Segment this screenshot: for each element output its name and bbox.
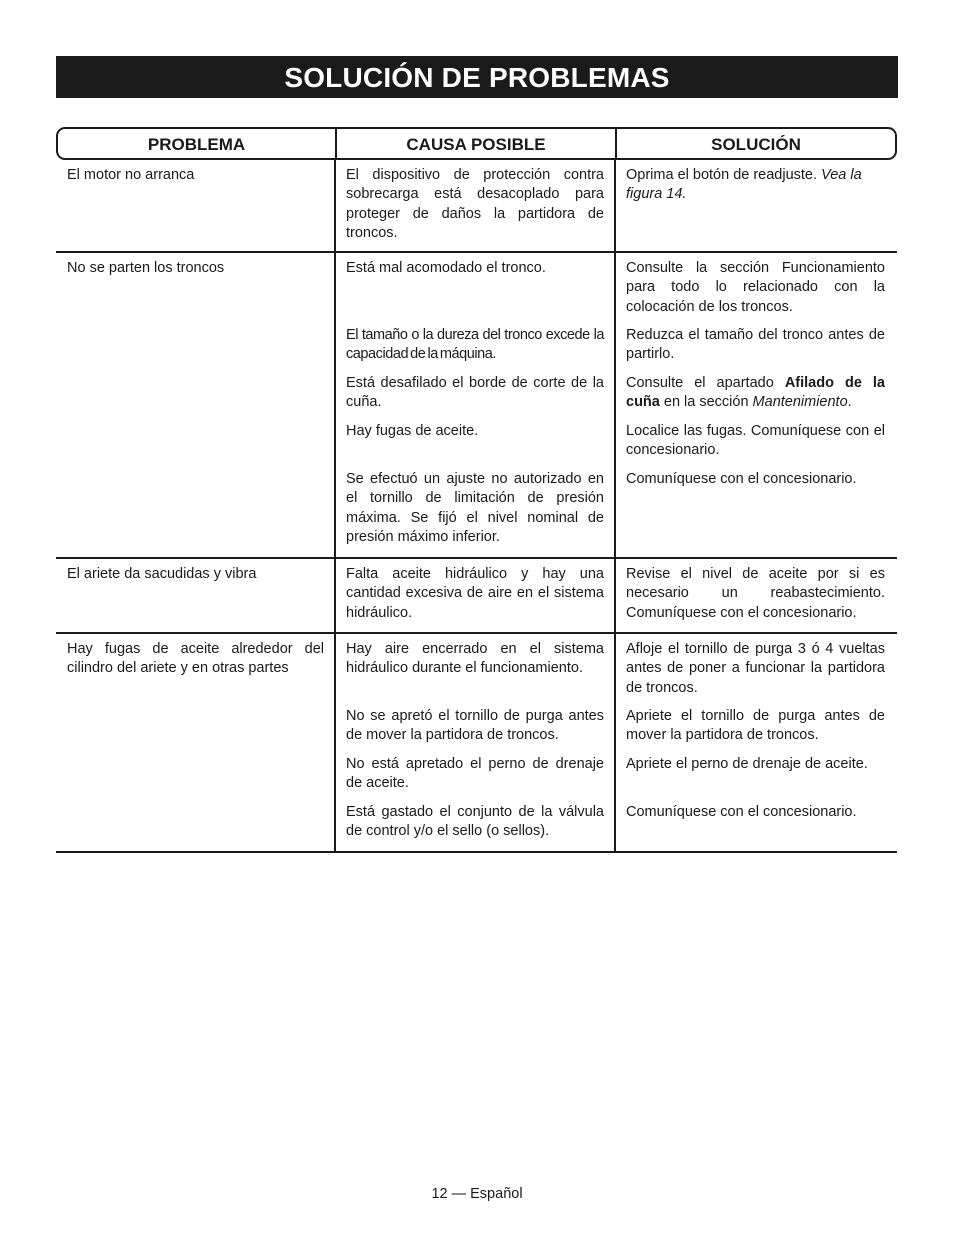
solution-item [626, 374, 885, 413]
problem-cell: Hay fugas de aceite alrededor del cilindro del ariete y en otras partes [56, 634, 336, 851]
solution-cell [616, 253, 897, 557]
cause-item: Está mal acomodado el tronco. [346, 260, 546, 276]
cause-item: No está apretado el perno de drenaje de aceite. [346, 756, 604, 792]
problem-cell: No se parten los troncos [56, 253, 336, 557]
cause-item: No se apretó el tornillo de purga antes de mover la partidora de troncos. [346, 708, 604, 744]
solution-item: Comuníquese con el concesionario. [626, 471, 857, 487]
table-row [56, 634, 897, 853]
solution-item: Localice las fugas. Comuníquese con el concesionario. [626, 423, 885, 459]
cause-item: Está desafilado el borde de corte de la cuña. [346, 375, 604, 411]
problem-cell: El motor no arranca [56, 160, 336, 251]
cause-cell: Falta aceite hidráulico y hay una cantidad excesiva de aire en el sistema hidráulico. [336, 559, 616, 632]
solution-item: Afloje el tornillo de purga 3 ó 4 vueltas antes de poner a funcionar la partidora de troncos. [626, 641, 885, 696]
cause-item: El tamaño o la dureza del tronco excede la capacidad de la máquina. [346, 327, 604, 363]
table-row [56, 253, 897, 559]
cause-cell: El dispositivo de protección contra sobrecarga está desacoplado para proteger de daños la partidora de troncos. [336, 160, 616, 251]
solution-item: Consulte la sección Funcionamiento para todo lo relacionado con la colocación de los troncos. [626, 260, 885, 315]
solution-item: Apriete el tornillo de purga antes de mover la partidora de troncos. [626, 708, 885, 744]
cause-cell [336, 634, 616, 851]
table-header [56, 127, 897, 160]
header-problem: PROBLEMA [58, 129, 337, 158]
solution-item: Apriete el perno de drenaje de aceite. [626, 756, 868, 772]
page-footer: 12 — Español [431, 1186, 523, 1202]
solution-item: Reduzca el tamaño del tronco antes de partirlo. [626, 327, 885, 363]
solution-item: Comuníquese con el concesionario. [626, 804, 857, 820]
cause-item: Está gastado el conjunto de la válvula de control y/o el sello (o sellos). [346, 804, 604, 840]
troubleshooting-table [56, 127, 897, 853]
solution-text: Consulte el apartado [626, 375, 774, 391]
solution-cell [616, 160, 897, 251]
header-cause: CAUSA POSIBLE [337, 129, 617, 158]
solution-text: en la sección [663, 394, 749, 411]
page-title: SOLUCIÓN DE PROBLEMAS [56, 56, 898, 98]
solution-cell: Revise el nivel de aceite por si es necesario un reabastecimiento. Comuníquese con el concesionario. [626, 566, 885, 621]
solution-text: Oprima el botón de readjuste. [626, 167, 818, 183]
cause-item: Se efectuó un ajuste no autorizado en el tornillo de limitación de presión máxima. Se fijó el nivel nominal de presión máximo inferior. [346, 471, 604, 545]
solution-text: . [847, 394, 852, 411]
cause-item: Hay aire encerrado en el sistema hidráulico durante el funcionamiento. [346, 641, 604, 677]
cause-item: Hay fugas de aceite. [346, 423, 479, 439]
solution-cell [616, 634, 897, 851]
solution-bold-ref: Afilado de la cuña [626, 375, 885, 411]
table-row [56, 160, 897, 253]
cause-cell [336, 253, 616, 557]
header-solution: SOLUCIÓN [711, 135, 801, 154]
problem-cell: El ariete da sacudidas y vibra [56, 559, 336, 632]
solution-figure-ref: Vea la figura 14. [626, 167, 862, 203]
solution-italic-ref: Mantenimiento [752, 394, 848, 411]
table-row [56, 559, 897, 634]
